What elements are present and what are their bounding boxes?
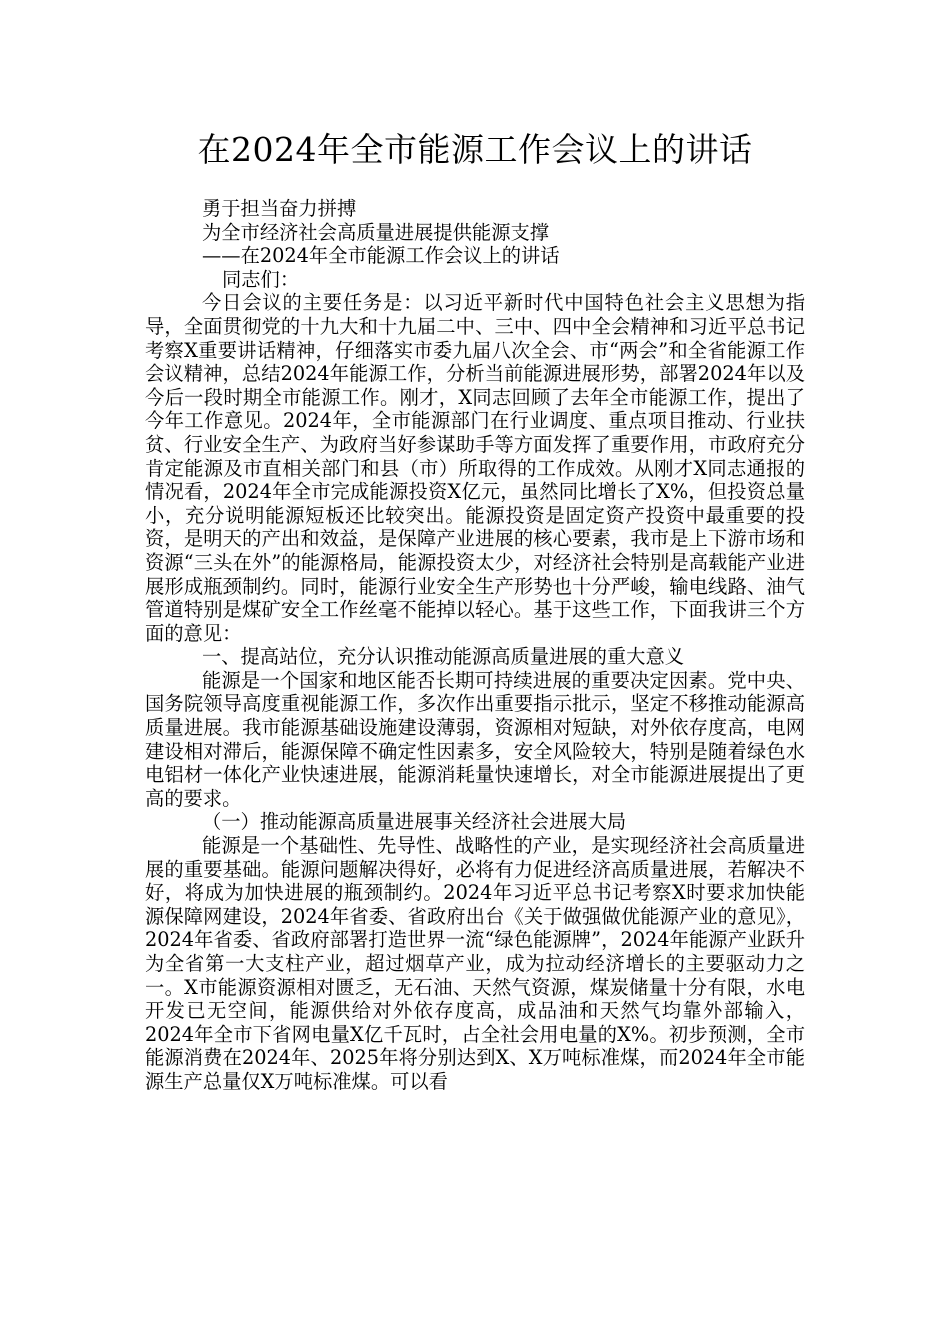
paragraph-intro: 今日会议的主要任务是：以习近平新时代中国特色社会主义思想为指导，全面贯彻党的十九大和十九届二中、三中、四中全会精神和习近平总书记考察X重要讲话精神，仔细落实市委九届八次全会、市“两会”和全省能源工作会议精神，总结2024年能源工作，分析当前能源进展形势，部署2024年以及今后一段时期全市能源工作。刚才，X同志回顾了去年全市能源工作，提出了今年工作意见。2024年，全市能源部门在行业调度、重点项目推动、行业扶贫、行业安全生产、为政府当好参谋助手等方面发挥了重要作用，市政府充分肯定能源及市直相关部门和县（市）所取得的工作成效。从刚才X同志通报的情况看，2024年全市完成能源投资X亿元，虽然同比增长了X%，但投资总量小，充分说明能源短板还比较突出。能源投资是固定资产投资中最重要的投资，是明天的产出和效益，是保障产业进展的核心要素，我市是上下游市场和资源“三头在外”的能源格局，能源投资太少，对经济社会特别是高载能产业进展形成瓶颈制约。同时，能源行业安全生产形势也十分严峻，输电线路、油气管道特别是煤矿安全工作丝毫不能掉以轻心。基于这些工作，下面我讲三个方面的意见： — [145, 291, 805, 645]
subtitle-line-2: 为全市经济社会高质量进展提供能源支撑 — [202, 220, 550, 244]
section-heading-1: 一、提高站位，充分认识推动能源高质量进展的重大意义 — [202, 645, 685, 669]
paragraph-energy-foundation: 能源是一个基础性、先导性、战略性的产业，是实现经济社会高质量进展的重要基础。能源问题解决得好，必将有力促进经济高质量进展，若解决不好，将成为加快进展的瓶颈制约。2024年习近平总书记考察X时要求加快能源保障网建设，2024年省委、省政府出台《关于做强做优能源产业的意见》，2024年省委、省政府部署打造世界一流“绿色能源牌”，2024年能源产业跃升为全省第一大支柱产业，超过烟草产业，成为拉动经济增长的主要驱动力之一。X市能源资源相对匮乏，无石油、天然气资源，煤炭储量十分有限，水电开发已无空间，能源供给对外依存度高，成品油和天然气均靠外部输入，2024年全市下省网电量X亿千瓦时，占全社会用电量的X%。初步预测，全市能源消费在2024年、2025年将分别达到X、X万吨标准煤，而2024年全市能源生产总量仅X万吨标准煤。可以看 — [145, 834, 805, 1093]
subsection-heading-1: （一）推动能源高质量进展事关经济社会进展大局 — [202, 810, 627, 834]
document-title: 在2024年全市能源工作会议上的讲话 — [197, 130, 753, 169]
salutation: 同志们： — [222, 267, 300, 291]
subtitle-line-1: 勇于担当奋力拼搏 — [202, 197, 357, 220]
paragraph-energy-importance: 能源是一个国家和地区能否长期可持续进展的重要决定因素。党中央、国务院领导高度重视能源工作，多次作出重要指示批示，坚定不移推动能源高质量进展。我市能源基础设施建设薄弱，资源相对短缺，对外依存度高，电网建设相对滞后，能源保障不确定性因素多，安全风险较大，特别是随着绿色水电铝材一体化产业快速进展，能源消耗量快速增长，对全市能源进展提出了更高的要求。 — [145, 668, 805, 810]
document-body — [145, 197, 805, 1094]
subtitle-line-3: ——在2024年全市能源工作会议上的讲话 — [202, 244, 560, 268]
